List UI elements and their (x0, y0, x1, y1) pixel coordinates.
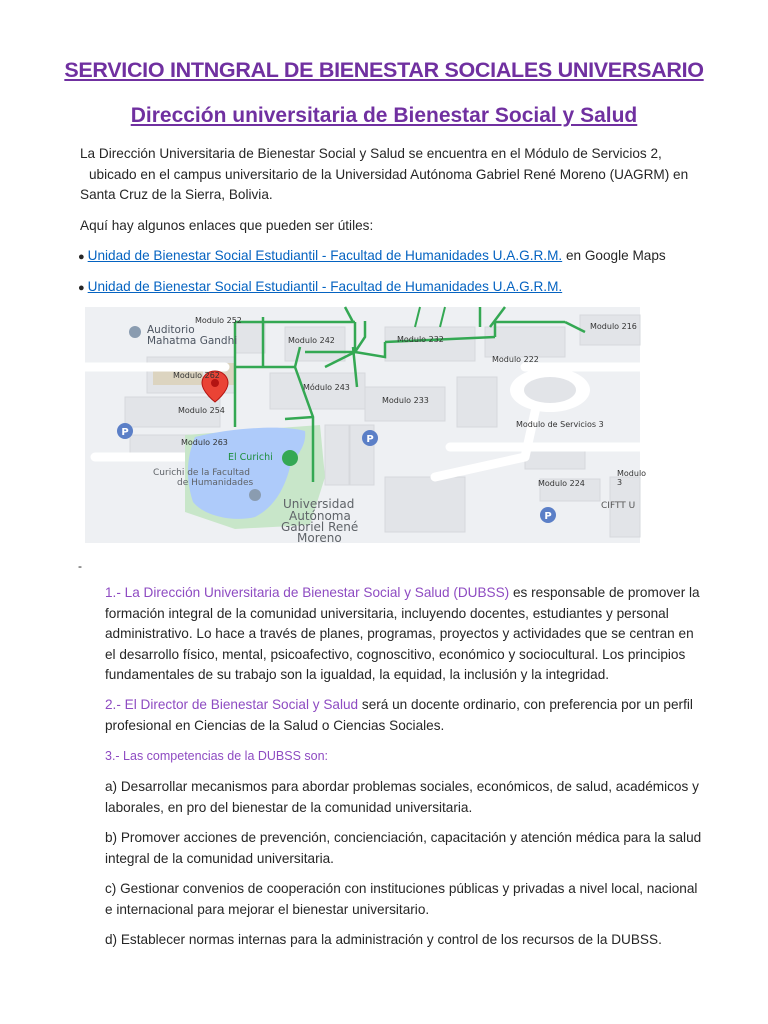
map-label: Modulo 3 (617, 469, 647, 487)
links-intro: Aquí hay algunos enlaces que pueden ser útiles: (80, 218, 374, 233)
bullet: ● (78, 251, 85, 263)
competency-d: d) Establecer normas internas para la administración y control de los recursos de la DUBSS. (105, 932, 662, 947)
unit-link[interactable]: Unidad de Bienestar Social Estudiantil - Facultad de Humanidades U.A.G.R.M. (87, 279, 563, 294)
map-label: Modulo 232 (397, 335, 444, 344)
map-label: Modulo 252 (195, 316, 242, 325)
svg-text:P: P (366, 434, 374, 445)
map-label: Curichi de la Facultad (153, 468, 250, 478)
intro-line-2: ubicado en el campus universitario de la Universidad Autónoma Gabriel René Moreno (UAGRM) en (89, 166, 689, 182)
intro-line-3: Santa Cruz de la Sierra, Bolivia. (80, 187, 273, 202)
map-label: Moreno (297, 531, 342, 545)
map-label: Modulo 263 (181, 438, 228, 447)
section-2: 2.- El Director de Bienestar Social y Salud será un docente ordinario, con preferencia por un perfil profesional en Ciencias de la Salud o Ciencias Sociales. (105, 697, 693, 733)
map-label: Modulo 224 (538, 479, 585, 488)
map-label: Modulo 222 (492, 355, 539, 364)
map-label: Modulo 216 (590, 322, 637, 331)
svg-text:P: P (544, 511, 552, 522)
section-1: 1.- La Dirección Universitaria de Bienestar Social y Salud (DUBSS) es responsable de promover la formación integral de la comunidad universitaria, incluyendo docentes, estudiantes y personal administrativo. Lo hace a través de planes, programas, proyectos y actividades que se centran en el desarrollo físico, mental, psicoafectivo, cognoscitivo, económico y sociocultural. Los principios fundamentales de su trabajo son la igualdad, la equidad, la inclusión y la integridad. (105, 585, 700, 682)
map-label: Modulo 262 (173, 371, 220, 380)
competency-a: a) Desarrollar mecanismos para abordar problemas sociales, económicos, de salud, académicos y laborales, en pro del bienestar de la comunidad universitaria. (105, 779, 699, 815)
competency-c: c) Gestionar convenios de cooperación con instituciones públicas y privadas a nivel local, nacional e internacional para mejorar el bienestar universitario. (105, 881, 698, 917)
section-3-heading: 3.- Las competencias de la DUBSS son: (105, 749, 329, 763)
map-label: Modulo 254 (178, 406, 225, 415)
link-list-item (78, 277, 562, 299)
bullet: ● (78, 282, 85, 294)
intro-line-1: La Dirección Universitaria de Bienestar Social y Salud se encuentra en el Módulo de Servicios 2, (80, 146, 662, 161)
section-1-heading: 1.- La Dirección Universitaria de Bienestar Social y Salud (DUBSS) (105, 585, 510, 600)
map-label: Mahatma Gandhi (147, 335, 238, 347)
map-label: Módulo 243 (303, 383, 350, 392)
map-label: Modulo 233 (382, 396, 429, 405)
map-label: Universidad (283, 497, 355, 511)
map-label: de Humanidades (177, 478, 254, 488)
separator-dash: - (78, 559, 82, 573)
map-label: CIFTT U (601, 501, 636, 511)
page-subtitle: Dirección universitaria de Bienestar Social y Salud (130, 104, 638, 127)
link-list-item (78, 246, 666, 268)
map-label: El Curichi (228, 452, 273, 463)
intro-paragraph (80, 144, 700, 206)
map-label: Modulo 242 (288, 336, 335, 345)
campus-map[interactable] (85, 307, 647, 545)
competency-b: b) Promover acciones de prevención, concienciación, capacitación y atención médica para la salud integral de la comunidad universitaria. (105, 830, 702, 866)
map-label: Modulo de Servicios 3 (516, 420, 604, 429)
link-suffix: en Google Maps (562, 248, 666, 263)
map-label: Autónoma (289, 509, 351, 523)
map-label: Gabriel René (281, 520, 359, 534)
section-2-heading: 2.- El Director de Bienestar Social y Salud (105, 697, 359, 712)
page-title: SERVICIO INTNGRAL DE BIENESTAR SOCIALES UNIVERSARIO (64, 58, 704, 82)
map-label: Auditorio (147, 324, 195, 336)
map-labels (85, 307, 647, 545)
google-maps-link[interactable]: Unidad de Bienestar Social Estudiantil - Facultad de Humanidades U.A.G.R.M. (87, 248, 563, 263)
svg-text:P: P (121, 427, 129, 438)
